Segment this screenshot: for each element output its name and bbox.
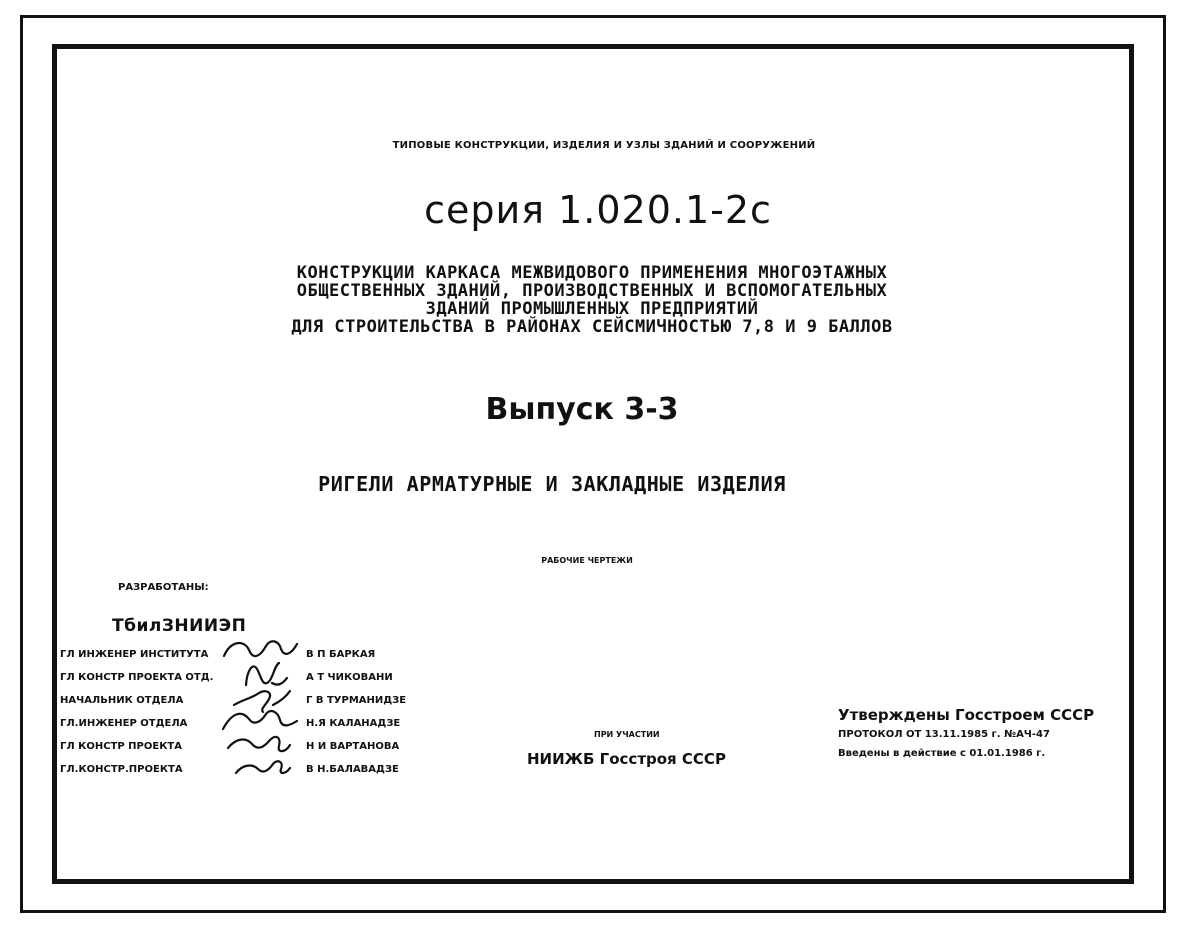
staff-name: В Н.БАЛАВАДЗЕ xyxy=(306,764,399,775)
approval-line: Утверждены Госстроем СССР xyxy=(838,706,1095,724)
staff-role: ГЛ КОНСТР ПРОЕКТА ОТД. xyxy=(60,672,214,683)
series-title: серия 1.020.1-2с xyxy=(424,188,772,232)
participation-organization: НИИЖБ Госстроя СССР xyxy=(527,750,726,768)
subject-line: ДЛЯ СТРОИТЕЛЬСТВА В РАЙОНАХ СЕЙСМИЧНОСТЬЮ 7,8 И 9 БАЛЛОВ xyxy=(291,317,893,337)
subject-line: КОНСТРУКЦИИ КАРКАСА МЕЖВИДОВОГО ПРИМЕНЕНИЯ МНОГОЭТАЖНЫХ xyxy=(296,263,888,283)
participation-label: ПРИ УЧАСТИИ xyxy=(594,730,660,739)
approval-line: Введены в действие с 01.01.1986 г. xyxy=(838,748,1046,759)
staff-name: А Т ЧИКОВАНИ xyxy=(306,672,393,683)
staff-role: ГЛ КОНСТР ПРОЕКТА xyxy=(60,741,182,752)
approval-line: ПРОТОКОЛ ОТ 13.11.1985 г. №АЧ-47 xyxy=(838,729,1050,740)
staff-role: ГЛ.КОНСТР.ПРОЕКТА xyxy=(60,764,183,775)
subject-line: ОБЩЕСТВЕННЫХ ЗДАНИЙ, ПРОИЗВОДСТВЕННЫХ И ВСПОМОГАТЕЛЬНЫХ xyxy=(296,281,888,301)
part-title: РИГЕЛИ АРМАТУРНЫЕ И ЗАКЛАДНЫЕ ИЗДЕЛИЯ xyxy=(318,472,786,496)
staff-role: ГЛ.ИНЖЕНЕР ОТДЕЛА xyxy=(60,718,188,729)
subject-description xyxy=(0,264,1184,336)
staff-name: В П БАРКАЯ xyxy=(306,649,376,660)
institute-name: ТбилЗНИИЭП xyxy=(112,616,247,636)
document-type: РАБОЧИЕ ЧЕРТЕЖИ xyxy=(541,556,633,565)
staff-role: ГЛ ИНЖЕНЕР ИНСТИТУТА xyxy=(60,649,209,660)
document-header-line: ТИПОВЫЕ КОНСТРУКЦИИ, ИЗДЕЛИЯ И УЗЛЫ ЗДАНИЙ И СООРУЖЕНИЙ xyxy=(392,140,816,151)
issue-title: Выпуск 3-3 xyxy=(485,392,679,427)
staff-name: Г В ТУРМАНИДЗЕ xyxy=(306,695,407,706)
staff-name: Н.Я КАЛАНАДЗЕ xyxy=(306,718,401,729)
staff-name: Н И ВАРТАНОВА xyxy=(306,741,400,752)
approval-block xyxy=(838,706,1094,763)
subject-line: ЗДАНИЙ ПРОМЫШЛЕННЫХ ПРЕДПРИЯТИЙ xyxy=(425,299,759,319)
developed-label: РАЗРАБОТАНЫ: xyxy=(118,582,209,593)
staff-role: НАЧАЛЬНИК ОТДЕЛА xyxy=(60,695,184,706)
signature-icon xyxy=(218,750,300,784)
